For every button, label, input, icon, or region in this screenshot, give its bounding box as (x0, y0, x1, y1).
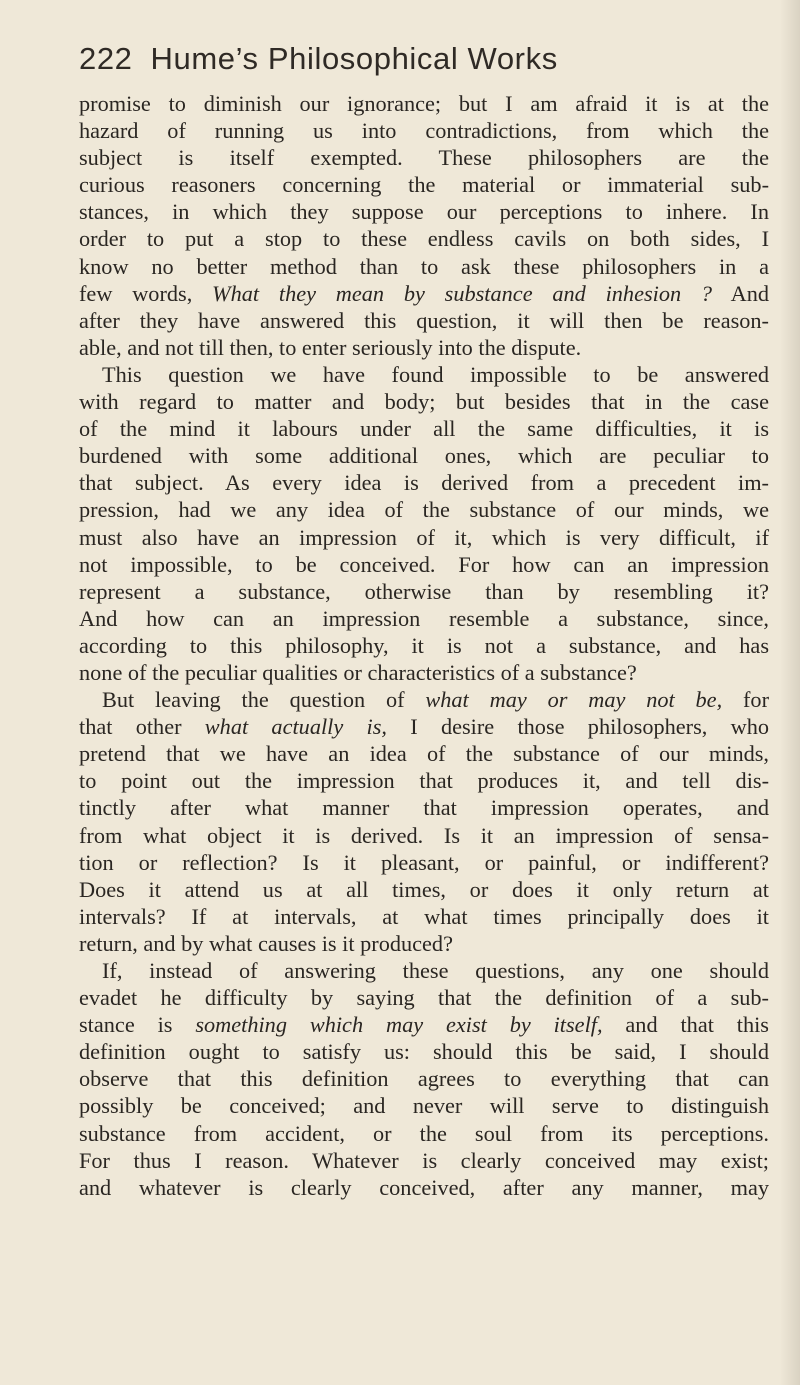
italic-phrase: something which may exist by itself, (195, 1012, 603, 1038)
text-run: few words, (79, 280, 213, 306)
text-line (79, 469, 769, 496)
text-run: to point out the impression that produces it, and tell dis- (79, 768, 769, 794)
italic-phrase: what actually is, (204, 714, 387, 740)
text-line (79, 361, 769, 388)
text-line (79, 903, 769, 930)
text-line (79, 524, 769, 551)
text-run: intervals? If at intervals, at what times principally does it (79, 903, 769, 929)
text-run: with regard to matter and body; but besides that in the case (79, 389, 769, 415)
text-run: stance is (79, 1012, 196, 1038)
text-run: subject is itself exempted. These philosophers are the (79, 145, 769, 171)
text-run: after they have answered this question, it will then be reason- (79, 307, 769, 333)
text-run: none of the peculiar qualities or characteristics of a substance? (79, 659, 637, 685)
text-line (79, 876, 769, 903)
text-run: that subject. As every idea is derived from a precedent im- (79, 470, 769, 496)
text-run: tinctly after what manner that impression operates, and (79, 795, 769, 821)
text-line (79, 1092, 769, 1119)
text-line (79, 307, 769, 334)
text-run: promise to diminish our ignorance; but I am afraid it is at the (79, 91, 769, 116)
text-line (79, 1147, 769, 1174)
text-line (79, 957, 769, 984)
text-run: pretend that we have an idea of the substance of our minds, (79, 741, 769, 767)
text-run: This question we have found impossible to be answered (102, 361, 769, 387)
text-run: know no better method than to ask these philosophers in a (79, 253, 769, 279)
text-run: order to put a stop to these endless cavils on both sides, I (79, 226, 769, 252)
text-run: But leaving the question of (102, 687, 426, 713)
text-line (79, 280, 769, 307)
text-run: according to this philosophy, it is not a substance, and has (79, 632, 769, 658)
text-line (79, 171, 769, 198)
text-line (79, 1011, 769, 1038)
text-run: For thus I reason. Whatever is clearly conceived may exist; (79, 1147, 769, 1173)
text-run: able, and not till then, to enter seriously into the dispute. (79, 334, 582, 360)
text-run: for (722, 687, 769, 713)
text-run: that other (79, 714, 205, 740)
text-run: Does it attend us at all times, or does it only return at (79, 876, 769, 902)
text-line (79, 253, 769, 280)
italic-phrase: What they mean by substance and inhesion ? (212, 280, 713, 306)
text-run: And (712, 280, 769, 306)
text-run: from what object it is derived. Is it an impression of sensa- (79, 822, 769, 848)
text-line (79, 144, 769, 171)
text-line (79, 849, 769, 876)
text-run: and that this (602, 1012, 769, 1038)
text-run: definition ought to satisfy us: should this be said, I should (79, 1039, 769, 1065)
text-line (79, 930, 769, 957)
text-run: tion or reflection? Is it pleasant, or painful, or indifferent? (79, 849, 769, 875)
body-text (79, 90, 769, 1201)
text-run: pression, had we any idea of the substance of our minds, we (79, 497, 769, 523)
text-line (79, 822, 769, 849)
running-header (79, 28, 769, 90)
text-run: observe that this definition agrees to everything that can (79, 1066, 769, 1092)
text-run: must also have an impression of it, which is very difficult, if (79, 524, 769, 550)
running-title: Hume’s Philosophical Works (150, 41, 558, 76)
paragraph (79, 686, 769, 957)
text-line (79, 984, 769, 1011)
text-line (79, 225, 769, 252)
text-line (79, 90, 769, 117)
text-run: stances, in which they suppose our perceptions to inhere. In (79, 199, 769, 225)
text-line (79, 415, 769, 442)
page-edge-shadow (780, 0, 800, 1385)
text-run: And how can an impression resemble a substance, since, (79, 605, 769, 631)
text-run: represent a substance, otherwise than by resembling it? (79, 578, 769, 604)
text-line (79, 605, 769, 632)
text-line (79, 794, 769, 821)
text-line (79, 551, 769, 578)
text-line (79, 1065, 769, 1092)
text-run: evadet he difficulty by saying that the definition of a sub- (79, 985, 769, 1011)
text-line (79, 1174, 769, 1201)
text-line (79, 767, 769, 794)
text-run: If, instead of answering these questions, any one should (102, 958, 769, 983)
text-run: not impossible, to be conceived. For how can an impression (79, 551, 769, 577)
text-line (79, 659, 769, 686)
page-number: 222 (79, 41, 133, 76)
paragraph (79, 361, 769, 686)
text-run: I desire those philosophers, who (386, 714, 770, 740)
text-line (79, 686, 769, 713)
text-line (79, 713, 769, 740)
paragraph (79, 957, 769, 1201)
text-run: return, and by what causes is it produced? (79, 930, 453, 956)
text-line (79, 632, 769, 659)
text-run: possibly be conceived; and never will serve to distinguish (79, 1093, 769, 1119)
book-page (79, 28, 769, 1201)
text-line (79, 198, 769, 225)
text-run: and whatever is clearly conceived, after any manner, may (79, 1174, 769, 1200)
paragraph (79, 90, 769, 361)
text-run: hazard of running us into contradictions, from which the (79, 118, 769, 144)
text-line (79, 442, 769, 469)
text-line (79, 1120, 769, 1147)
text-line (79, 334, 769, 361)
text-line (79, 740, 769, 767)
text-line (79, 388, 769, 415)
text-run: curious reasoners concerning the material or immaterial sub- (79, 172, 769, 198)
text-run: substance from accident, or the soul from its perceptions. (79, 1120, 769, 1146)
text-line (79, 496, 769, 523)
text-run: burdened with some additional ones, which are peculiar to (79, 443, 769, 469)
text-line (79, 117, 769, 144)
text-line (79, 1038, 769, 1065)
text-run: of the mind it labours under all the same difficulties, it is (79, 416, 769, 442)
text-line (79, 578, 769, 605)
italic-phrase: what may or may not be, (425, 687, 723, 713)
